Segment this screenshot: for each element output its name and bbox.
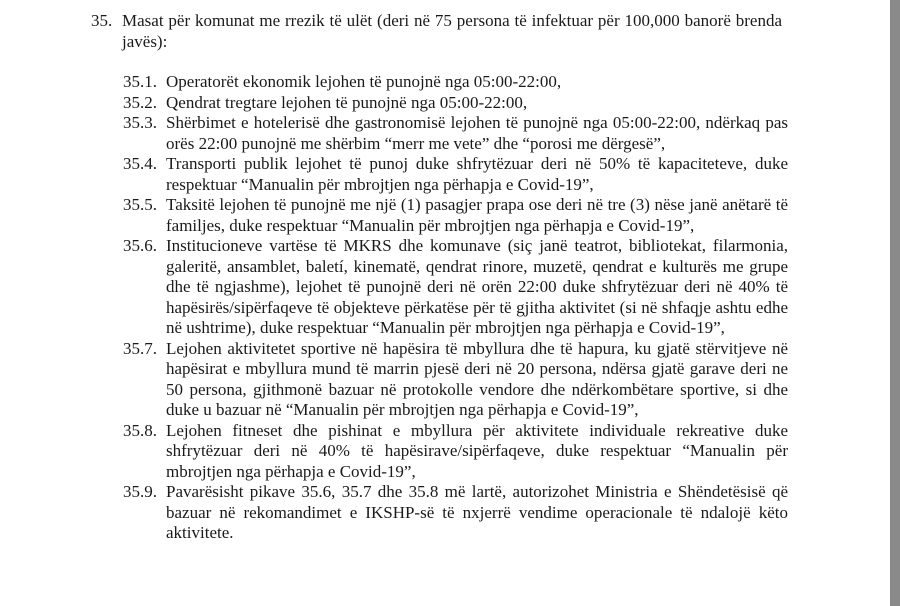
item-number: 35.8.: [123, 420, 157, 440]
list-item-35-6: [123, 236, 811, 339]
item-text: Lejohen fitneset dhe pishinat e mbyllura për aktivitete individuale rekreative duke shfrytëzuar deri në 40% të hapësirave/sipërfaqeve, duke respektuar “Manualin për mbrojtjen nga përhapja e Covid-19”,: [166, 420, 788, 481]
list-item-35-9: [123, 482, 811, 544]
item-number: 35.6.: [123, 236, 157, 255]
item-text: Institucioneve vartëse të MKRS dhe komunave (siç janë teatrot, bibliotekat, filarmonia, galeritë, ansamblet, baletí, kinematë, qendrat rinore, muzetë, qendrat e kulturës me grupe dhe të ngjashme), lejohet të punojnë deri në orën 22:00 duke shfrytëzuar deri në 40% të hapësirës/sipërfaqeve të objekteve përkatëse për të gjitha aktivitet (si në shfaqje ashtu edhe në ushtrime), duke respektuar “Manualin për mbrojtjen nga përhapja e Covid-19”,: [166, 236, 788, 337]
list-item-35-7: [123, 339, 811, 421]
item-text: Transporti publik lejohet të punoj duke shfrytëzuar deri në 50% të kapaciteteve, duke respektuar “Manualin për mbrojtjen nga përhapja e Covid-19”,: [166, 154, 788, 194]
item-text: Pavarësisht pikave 35.6, 35.7 dhe 35.8 më lartë, autorizohet Ministria e Shëndetësisë që bazuar në rekomandimet e IKSHP-së të nxjerrë vendime operacionale të ndalojë këto aktivitete.: [166, 482, 788, 542]
list-item-35-5: [123, 195, 811, 236]
section-heading: Masat për komunat me rrezik të ulët (deri në 75 persona të infektuar për 100,000 banorë brenda javës):: [122, 11, 782, 51]
item-number: 35.3.: [123, 113, 157, 132]
item-text: Operatorët ekonomik lejohen të punojnë nga 05:00-22:00,: [166, 72, 562, 91]
viewer-scroll-edge: [890, 0, 900, 606]
item-number: 35.1.: [123, 72, 157, 91]
item-text: Lejohen aktivitetet sportive në hapësira të mbyllura dhe të hapura, ku gjatë stërvitjeve në hapësirat e mbyllura mund të marrin pjesë deri në 20 persona, ndërsa gjatë garave deri ne 50 persona, gjithmonë bazuar në protokolle vendore dhe ndërkombëtare sportive, si dhe duke u bazuar në “Manualin për mbrojtjen nga përhapja e Covid-19”,: [166, 338, 788, 419]
item-text: Taksitë lejohen të punojnë me një (1) pasagjer prapa ose deri në tre (3) nëse janë anëtarë të familjes, duke respektuar “Manualin për mbrojtjen nga përhapja e Covid-19”,: [166, 195, 788, 235]
item-number: 35.5.: [123, 195, 157, 214]
list-item-35-1: [123, 72, 811, 93]
item-number: 35.4.: [123, 154, 157, 173]
item-number: 35.9.: [123, 482, 157, 501]
list-item-35-8: [123, 421, 811, 483]
document-body: [91, 11, 811, 544]
list-item-35-3: [123, 113, 811, 154]
list-item-35-2: [123, 93, 811, 114]
item-text: Shërbimet e hotelerisë dhe gastronomisë lejohen të punojnë nga 05:00-22:00, ndërkaq pas orës 22:00 punojnë me shërbim “merr me vete” dhe “porosi me dërgesë”,: [166, 113, 788, 153]
section-number: 35.: [91, 11, 113, 30]
list-item-35-4: [123, 154, 811, 195]
section-35: [91, 11, 811, 52]
item-number: 35.7.: [123, 338, 157, 358]
measures-list: [91, 72, 811, 544]
item-number: 35.2.: [123, 92, 157, 112]
item-text: Qendrat tregtare lejohen të punojnë nga 05:00-22:00,: [166, 92, 528, 112]
